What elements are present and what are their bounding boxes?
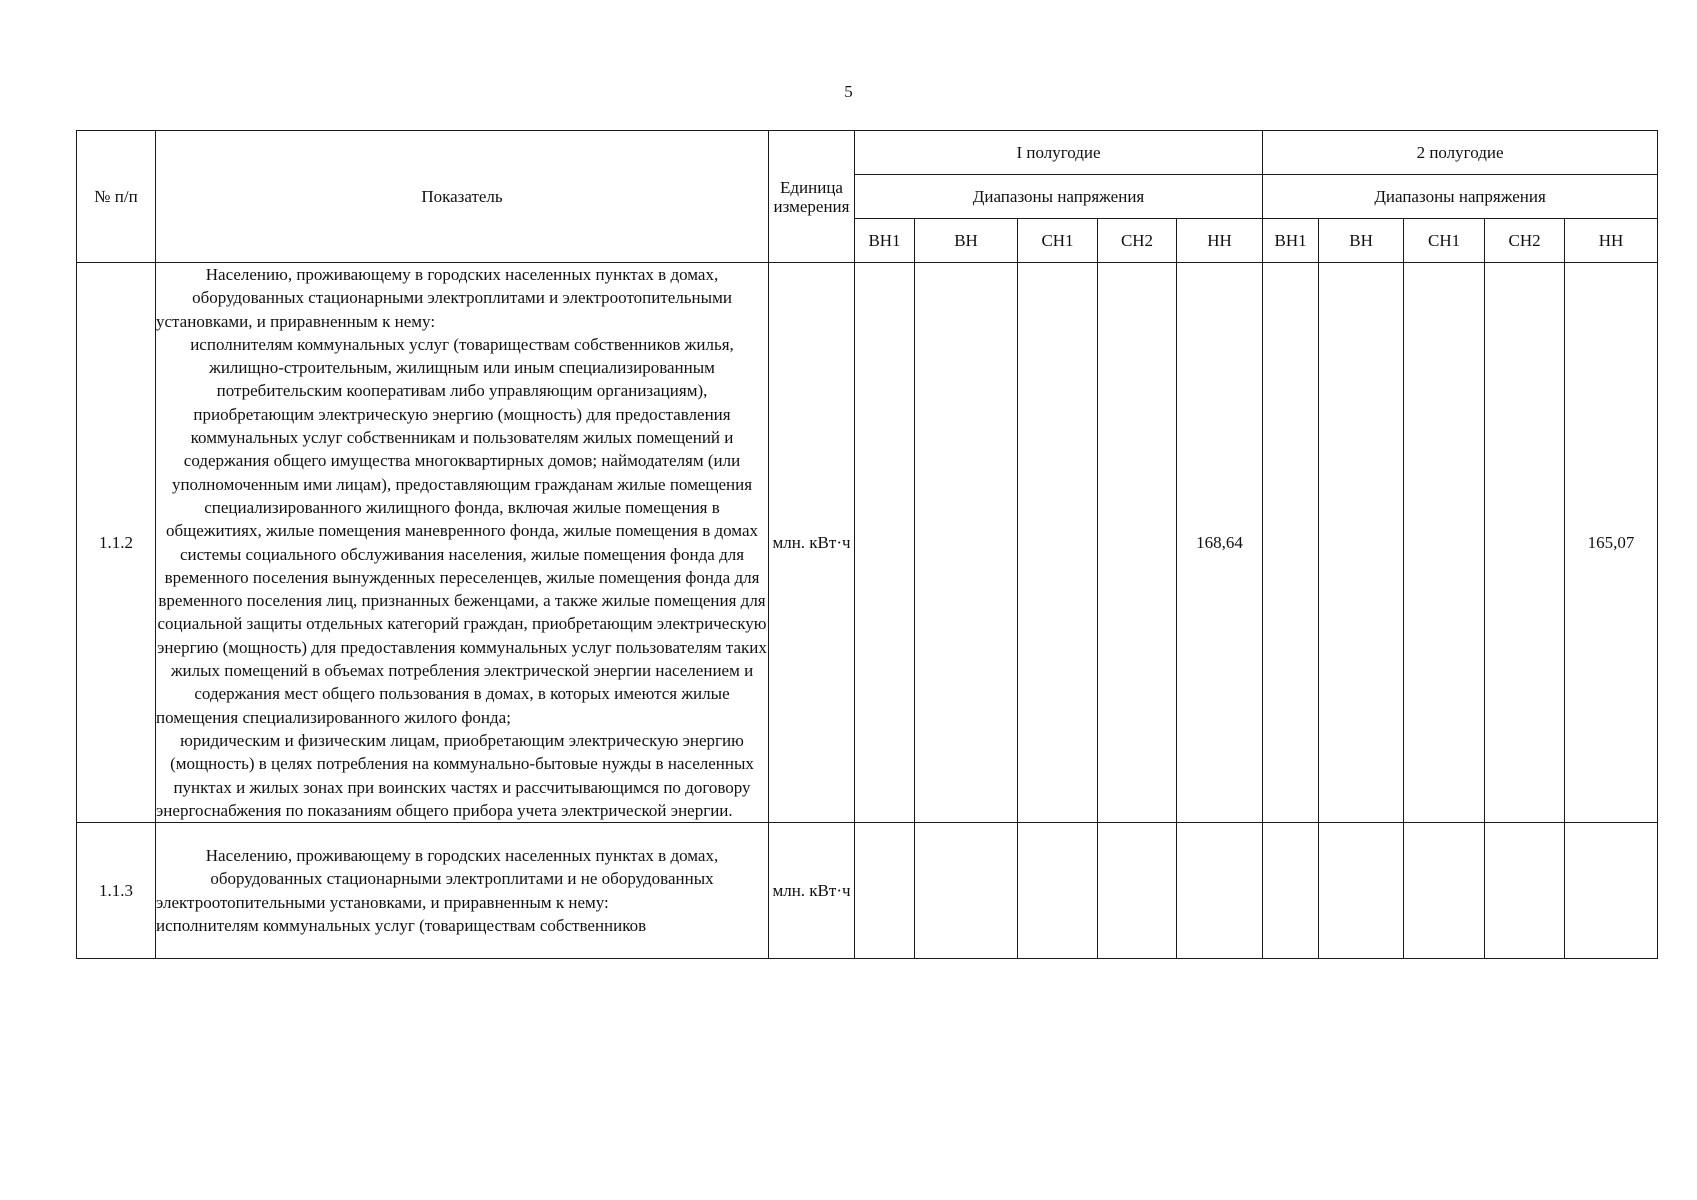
value-cell — [1404, 263, 1485, 823]
value-cell — [1018, 263, 1098, 823]
indicator-paragraph: юридическим и физическим лицам, приобретающим электрическую энергию (мощность) в целях потребления на коммунально-бытовые нужды в населенных пунктах и жилых зонах при воинских частях и рассчитывающимся по договору энергоснабжения по показаниям общего прибора учета электрической энергии. — [156, 730, 754, 820]
value-cell — [1098, 823, 1177, 959]
header-voltage-vn: ВН — [915, 219, 1018, 263]
value-cell — [1018, 823, 1098, 959]
value-cell — [1263, 823, 1319, 959]
header-unit: Единица измерения — [769, 131, 855, 263]
header-voltage-sn2: СН2 — [1098, 219, 1177, 263]
header-voltage-nn: НН — [1177, 219, 1263, 263]
header-voltage-nn: НН — [1565, 219, 1658, 263]
indicator-paragraph: исполнителям коммунальных услуг (товариществам собственников жилья, жилищно-строительным, жилищным или иным специализированным потребительским кооперативам либо управляющим организациям), приобретающим электрическую энергию (мощность) для предоставления коммунальных услуг собственникам и пользователям жилых помещений и содержания общего имущества многоквартирных домов; наймодателям (или уполномоченным ими лицам), предоставляющим гражданам жилые помещения специализированного жилищного фонда, включая жилые помещения в общежитиях, жилые помещения маневренного фонда, жилые помещения в домах системы социального обслуживания населения, жилые помещения фонда для временного поселения вынужденных переселенцев, жилые помещения фонда для временного поселения лиц, признанных беженцами, а также жилые помещения для социальной защиты отдельных категорий граждан, приобретающим электрическую энергию (мощность) для предоставления коммунальных услуг пользователям таких жилых помещений в объемах потребления электрической энергии населением и содержания мест общего пользования в домах, в которых имеются жилые помещения специализированного жилого фонда; — [156, 334, 767, 727]
value-cell — [1177, 823, 1263, 959]
table-row — [77, 263, 1658, 823]
page-number: 5 — [844, 82, 853, 101]
value-cell — [1565, 823, 1658, 959]
value-cell — [1319, 263, 1404, 823]
header-num: № п/п — [77, 131, 156, 263]
value-cell — [1319, 823, 1404, 959]
value-cell — [915, 263, 1018, 823]
unit-cell: млн. кВт·ч — [769, 263, 855, 823]
value-cell — [1098, 263, 1177, 823]
value-cell — [1263, 263, 1319, 823]
value-cell — [855, 263, 915, 823]
indicator-paragraph: Населению, проживающему в городских населенных пунктах в домах, оборудованных стационарными электроплитами и электроотопительными установками, и приравненным к нему: — [156, 265, 732, 331]
header-indicator: Показатель — [156, 131, 769, 263]
value-cell: 165,07 — [1565, 263, 1658, 823]
indicator-paragraph: исполнителям коммунальных услуг (товариществам собственников — [156, 915, 647, 935]
table-row — [77, 823, 1658, 959]
header-half2: 2 полугодие — [1263, 131, 1658, 175]
header-half1: I полугодие — [855, 131, 1263, 175]
value-cell: 168,64 — [1177, 263, 1263, 823]
tariff-table — [76, 130, 1658, 959]
value-cell — [1404, 823, 1485, 959]
header-voltage-vn1: ВН1 — [855, 219, 915, 263]
indicator-text — [156, 263, 769, 823]
unit-cell: млн. кВт·ч — [769, 823, 855, 959]
header-voltage-vn: ВН — [1319, 219, 1404, 263]
header-voltage-ranges-half1: Диапазоны напряжения — [855, 175, 1263, 219]
value-cell — [1485, 263, 1565, 823]
indicator-paragraph: Населению, проживающему в городских населенных пунктах в домах, оборудованных стационарными электроплитами и не оборудованных электроотопительными установками, и приравненным к нему: — [156, 846, 719, 912]
value-cell — [1485, 823, 1565, 959]
row-number: 1.1.3 — [77, 823, 156, 959]
header-voltage-sn1: СН1 — [1018, 219, 1098, 263]
header-voltage-vn1: ВН1 — [1263, 219, 1319, 263]
indicator-text — [156, 823, 769, 959]
row-number: 1.1.2 — [77, 263, 156, 823]
header-voltage-sn2: СН2 — [1485, 219, 1565, 263]
header-voltage-sn1: СН1 — [1404, 219, 1485, 263]
header-voltage-ranges-half2: Диапазоны напряжения — [1263, 175, 1658, 219]
value-cell — [915, 823, 1018, 959]
value-cell — [855, 823, 915, 959]
